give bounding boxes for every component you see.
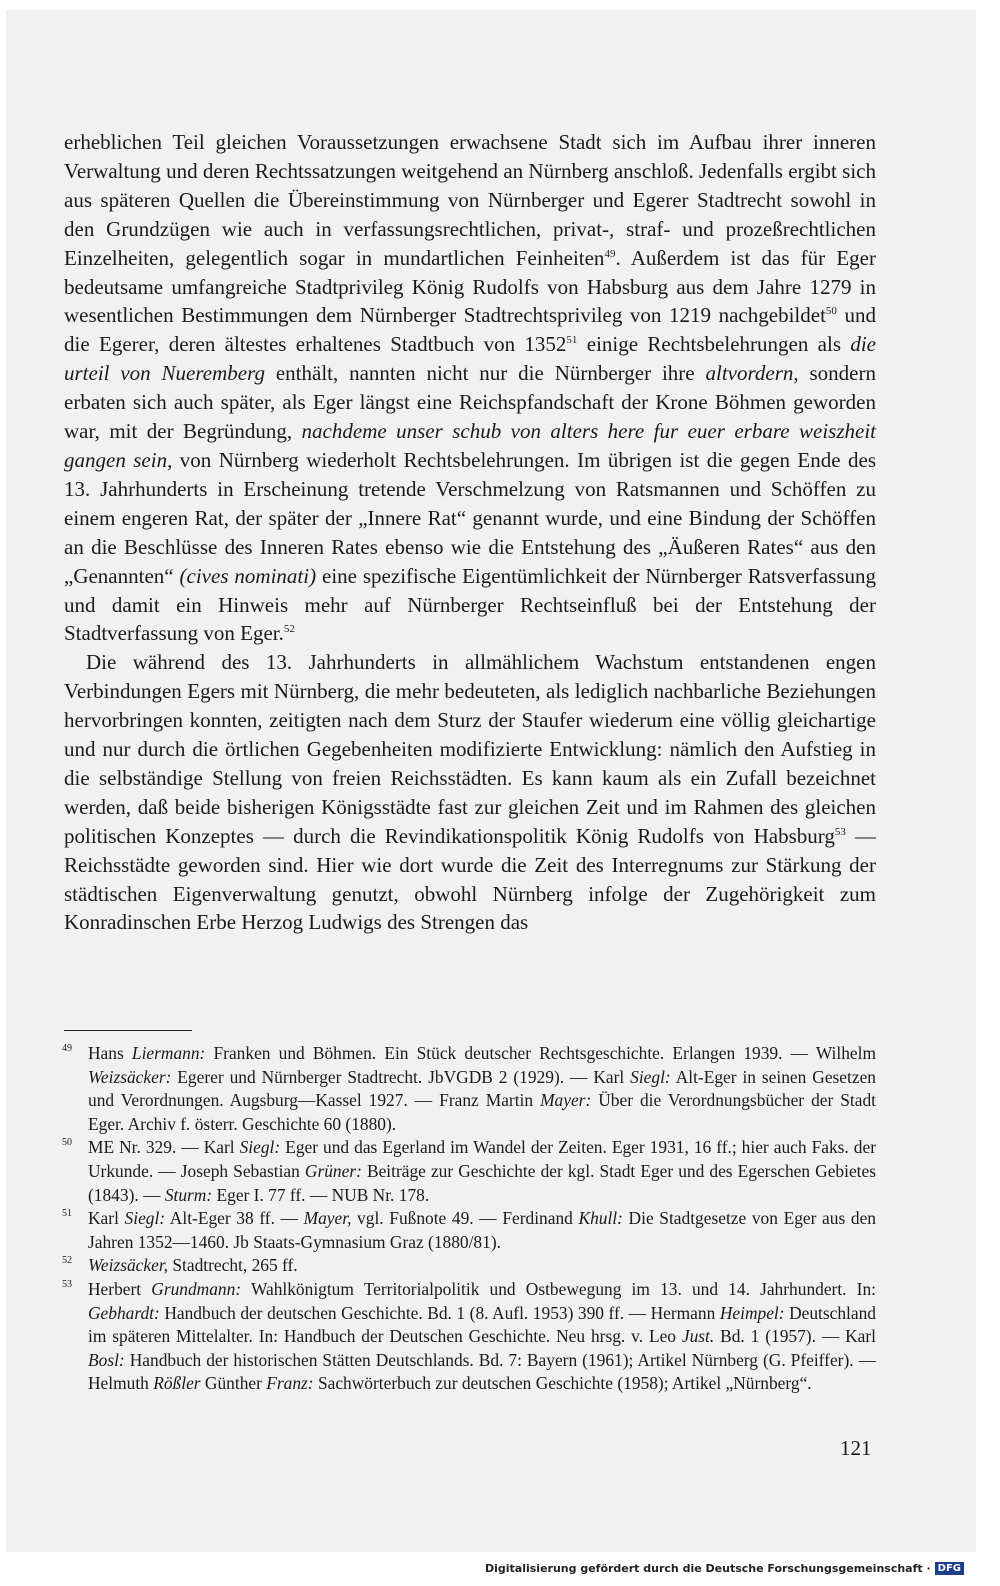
text-run: Die während des 13. Jahrhunderts in allmählichem Wachstum entstandenen engen Verbindungen Egers mit Nürnberg, die mehr bedeuteten, als lediglich nachbarliche Beziehungen hervorbringen konnten, zeitigten nach dem Sturz der Staufer wiederum eine völlig gleichartige und nur durch die örtlichen Gegebenheiten modifizierte Entwicklung: nämlich den Aufstieg in die selbständige Stellung von freien Reichsstädten. Es kann kaum als ein Zufall bezeichnet werden, daß beide bisherigen Königsstädte fast zur gleichen Zeit und im Rahmen des gleichen politischen Konzeptes — durch die Revindikationspolitik König Rudolfs von Habsburg	[64, 650, 876, 848]
footnote-text: Beiträge zur Geschichte der kgl. Stadt Eger und des Egerschen Gebietes (1843). —	[88, 1160, 876, 1205]
digitization-credit	[485, 1558, 964, 1578]
author-name: Khull:	[578, 1208, 623, 1229]
paragraph-2	[64, 648, 876, 937]
footnote-text: ME Nr. 329. — Karl	[88, 1137, 240, 1158]
text-run: einige Rechtsbelehrungen als	[577, 332, 851, 357]
footnote-text: vgl. Fußnote 49. — Ferdinand	[351, 1208, 579, 1229]
author-name: Bosl:	[88, 1349, 125, 1370]
footnote-text: Stadtrecht, 265 ff.	[168, 1255, 298, 1276]
author-name: Heimpel:	[719, 1302, 785, 1323]
footnote-text: Wahlkönigtum Territorialpolitik und Ostbewegung im 13. und 14. Jahrhundert. In:	[241, 1278, 876, 1299]
footnote-text: Franken und Böhmen. Ein Stück deutscher Rechtsgeschichte. Erlangen 1939. — Wilhelm	[205, 1043, 876, 1063]
dfg-logo: DFG	[935, 1562, 964, 1575]
author-name: Liermann:	[131, 1043, 206, 1063]
footnote-text: Sachwörterbuch zur deutschen Geschichte (1958); Artikel „Nürnberg“.	[313, 1373, 812, 1394]
italic-quote: altvordern,	[705, 361, 799, 386]
footnote-number: 49	[62, 1043, 72, 1054]
footnote-text: Bd. 1 (1957). — Karl	[714, 1326, 876, 1347]
footnote-ref[interactable]: 53	[834, 825, 846, 838]
footnote-text: Alt-Eger 38 ff. —	[165, 1208, 304, 1229]
author-name: Weizsäcker,	[88, 1255, 169, 1276]
italic-quote: die urteil von Nueremberg	[64, 332, 876, 386]
italic-quote: (cives nominati)	[179, 563, 317, 588]
footnote-text: Handbuch der historischen Stätten Deutschlands. Bd. 7: Bayern (1961); Artikel Nürnberg (G. Pfeiffer). — Helmuth	[88, 1349, 876, 1394]
text-run: — Reichsstädte geworden sind. Hier wie dort wurde die Zeit des Interregnums zur Stärkung der städtischen Eigenverwaltung genutzt, obwohl Nürnberg infolge der Zugehörigkeit zum Konradinschen Erbe Herzog Ludwigs des Strengen das	[64, 823, 876, 935]
author-name: Sturm:	[164, 1184, 213, 1205]
text-run: erheblichen Teil gleichen Voraussetzungen erwachsene Stadt sich im Aufbau ihrer inneren Verwaltung und deren Rechtssatzungen weitgehend an Nürnberg anschloß. Jedenfalls ergibt sich aus späteren Quellen die Übereinstimmung von Nürnberger und Egerer Stadtrecht sowohl in den Grundzügen wie auch in verfassungsrechtlichen, privat-, straf- und prozeßrechtlichen Einzelheiten, gelegentlich sogar in mundartlichen Feinheiten	[64, 130, 876, 270]
text-run: enthält, nannten nicht nur die Nürnberger ihre	[264, 361, 706, 386]
author-name: Siegl:	[239, 1137, 281, 1158]
author-name: Just.	[681, 1326, 715, 1347]
author-name: Rößler	[153, 1373, 201, 1394]
footnote-text: Karl	[88, 1208, 125, 1229]
text-run: und die Egerer, deren ältestes erhaltenes Stadtbuch von 1352	[64, 303, 876, 357]
text-run: eine spezifische Eigentümlichkeit der Nürnberger Ratsverfassung und damit ein Hinweis mehr auf Nürnberger Rechtseinfluß bei der Entstehung der Stadtverfassung von Eger.	[64, 563, 876, 646]
author-name: Grüner:	[304, 1160, 362, 1181]
footnote-51	[62, 1207, 876, 1254]
footnote-ref[interactable]: 52	[283, 623, 295, 636]
footnote-text: Egerer und Nürnberger Stadtrecht. JbVGDB 2 (1929). — Karl	[171, 1066, 631, 1087]
footnote-52	[62, 1254, 876, 1278]
footnote-50	[62, 1136, 876, 1207]
text-run: . Außerdem ist das für Eger bedeutsame umfangreiche Stadtprivileg König Rudolfs von Habsburg aus dem Jahre 1279 in wesentlichen Bestimmungen dem Nürnberger Stadtrechtsprivileg von 1219 nachgebildet	[64, 245, 876, 328]
footnote-49	[62, 1042, 876, 1136]
paragraph-1	[64, 128, 876, 648]
author-name: Mayer,	[303, 1208, 352, 1229]
credit-text: Digitalisierung gefördert durch die Deutsche Forschungsgemeinschaft ·	[484, 1561, 931, 1575]
footnote-text: Alt-Eger in seinen Gesetzen und Verordnungen. Augsburg—Kassel 1927. — Franz Martin	[88, 1066, 876, 1111]
author-name: Grundmann:	[151, 1278, 242, 1299]
text-run: von Nürnberg wiederholt Rechtsbelehrungen. Im übrigen ist die gegen Ende des 13. Jahrhunderts in Erscheinung tretende Verschmelzung von Ratsmannen und Schöffen zu einem engeren Rat, der später der „Innere Rat“ genannt wurde, und eine Bindung der Schöffen an die Beschlüsse des Inneren Rates ebenso wie die Entstehung des „Äußeren Rates“ aus den „Genannten“	[64, 447, 876, 588]
footnote-text: Eger I. 77 ff. — NUB Nr. 178.	[212, 1184, 430, 1205]
footnote-text: Über die Verordnungsbücher der Stadt Eger. Archiv f. österr. Geschichte 60 (1880).	[88, 1090, 877, 1134]
footnote-text: Günther	[200, 1373, 267, 1394]
footnotes	[62, 1042, 876, 1396]
footnote-ref[interactable]: 49	[604, 247, 616, 260]
footnote-number: 52	[62, 1255, 72, 1267]
footnote-text: Hans	[88, 1043, 132, 1063]
main-text	[64, 128, 876, 937]
footnote-number: 51	[62, 1208, 72, 1220]
text-run: sondern erbaten sich auch später, als Eger längst eine Reichspfandschaft der Krone Böhmen geworden war, mit der Begründung,	[64, 361, 876, 444]
page-number: 121	[840, 1436, 872, 1460]
footnote-text: Deutschland im späteren Mittelalter. In: Handbuch der Deutschen Geschichte. Neu hrsg. v. Leo	[88, 1302, 877, 1347]
italic-quote: nachdeme unser schub von alters here fur euer erbare weiszheit gangen sein,	[64, 419, 876, 472]
footnote-text: Handbuch der deutschen Geschichte. Bd. 1 (8. Aufl. 1953) 390 ff. — Hermann	[159, 1302, 720, 1323]
author-name: Siegl:	[124, 1208, 166, 1229]
author-name: Mayer:	[540, 1090, 592, 1111]
footnote-ref[interactable]: 50	[825, 305, 837, 318]
footnote-number: 53	[62, 1278, 72, 1290]
author-name: Weizsäcker:	[88, 1066, 172, 1087]
footnote-text: Herbert	[88, 1278, 152, 1299]
footnote-text: Die Stadtgesetze von Eger aus den Jahren 1352—1460. Jb Staats-Gymnasium Graz (1880/81).	[88, 1208, 876, 1252]
footnote-ref[interactable]: 51	[566, 334, 578, 347]
author-name: Gebhardt:	[88, 1302, 160, 1323]
footnote-number: 50	[62, 1137, 72, 1149]
author-name: Franz:	[266, 1373, 314, 1394]
footnote-separator	[64, 1030, 192, 1031]
footnote-text: Eger und das Egerland im Wandel der Zeiten. Eger 1931, 16 ff.; hier auch Faks. der Urkunde. — Joseph Sebastian	[88, 1137, 876, 1181]
footnote-53	[62, 1278, 876, 1396]
author-name: Siegl:	[630, 1066, 671, 1087]
